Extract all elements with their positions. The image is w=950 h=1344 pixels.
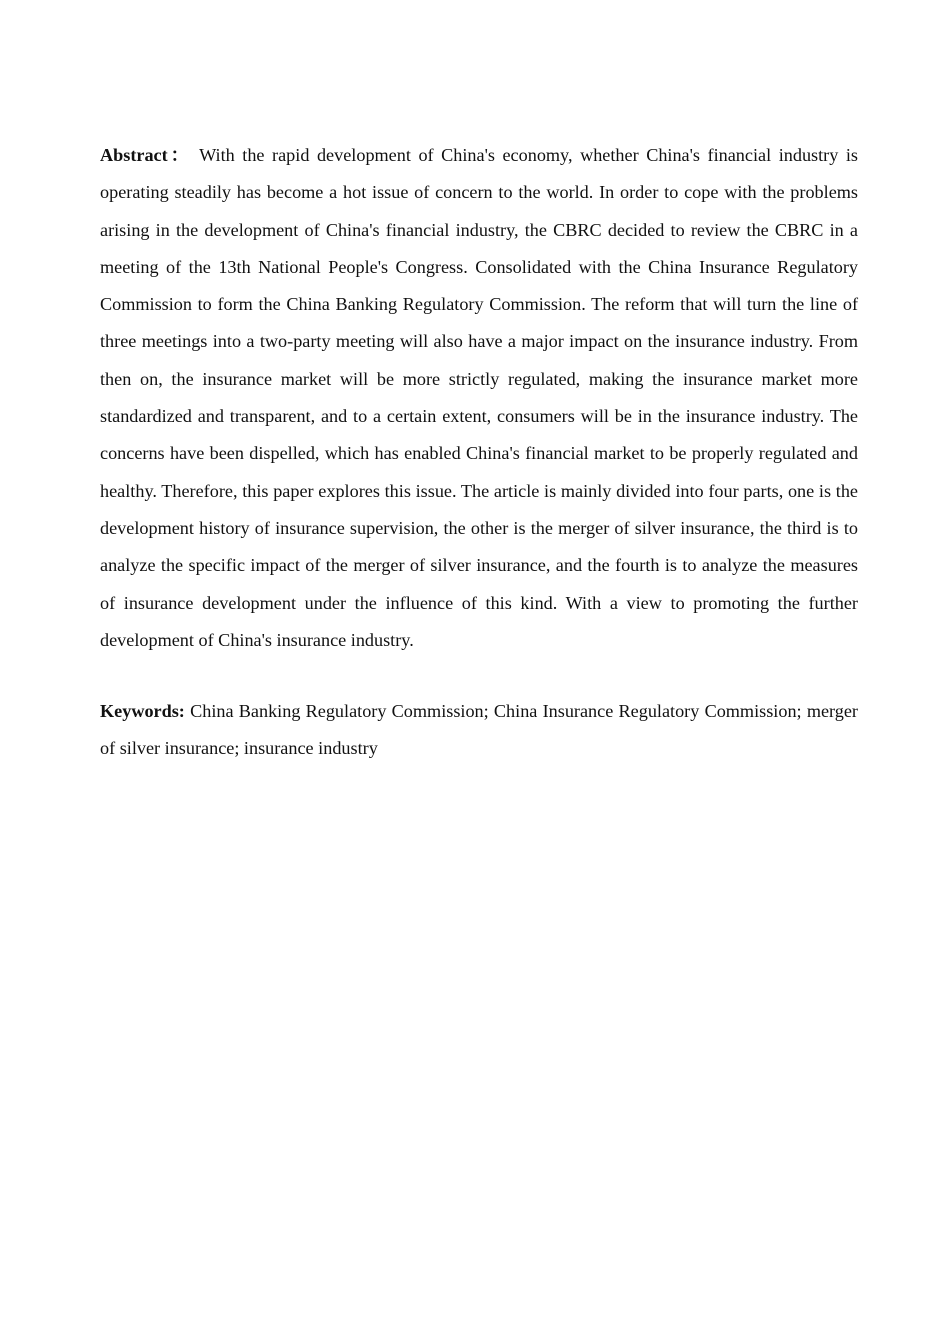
document-page <box>100 137 858 768</box>
keywords-paragraph <box>100 693 858 768</box>
abstract-label: Abstract： <box>100 145 192 165</box>
abstract-text: With the rapid development of China's economy, whether China's financial industry is operating steadily has become a hot issue of concern to the world. In order to cope with the problems arising in the development of China's financial industry, the CBRC decided to review the CBRC in a meeting of the 13th National People's Congress. Consolidated with the China Insurance Regulatory Commission to form the China Banking Regulatory Commission. The reform that will turn the line of three meetings into a two-party meeting will also have a major impact on the insurance industry. From then on, the insurance market will be more strictly regulated, making the insurance market more standardized and transparent, and to a certain extent, consumers will be in the insurance industry. The concerns have been dispelled, which has enabled China's financial market to be properly regulated and healthy. Therefore, this paper explores this issue. The article is mainly divided into four parts, one is the development history of insurance supervision, the other is the merger of silver insurance, the third is to analyze the specific impact of the merger of silver insurance, and the fourth is to analyze the measures of insurance development under the influence of this kind. With a view to promoting the further development of China's insurance industry. <box>100 145 858 650</box>
keywords-label: Keywords: <box>100 701 185 722</box>
abstract-paragraph <box>100 137 858 659</box>
keywords-text: China Banking Regulatory Commission; China Insurance Regulatory Commission; merger of silver insurance; insurance industry <box>100 701 858 759</box>
